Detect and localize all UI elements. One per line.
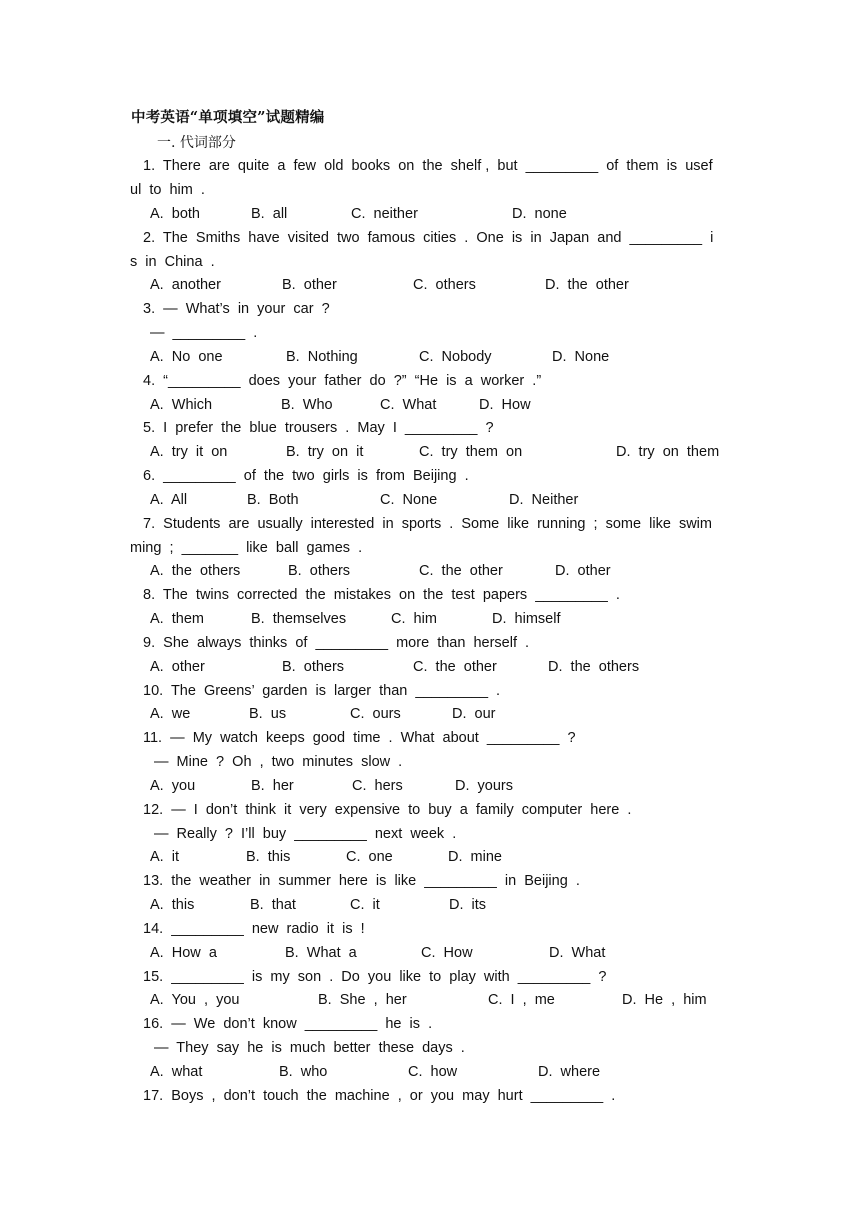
question-7-option-b: B. others xyxy=(288,563,351,579)
question-15-option-c: C. I , me xyxy=(488,992,555,1008)
question-1-option-b: B. all xyxy=(251,206,288,222)
question-15-option-d: D. He , him xyxy=(622,992,707,1008)
question-4-option-c: C. What xyxy=(380,397,437,413)
question-12-option-c: C. one xyxy=(346,849,393,865)
question-15-option-a: A. You , you xyxy=(150,992,240,1008)
question-1-text: 1. There are quite a few old books on the shelf , but _________ of them is usef xyxy=(143,158,713,174)
question-5-option-b: B. try on it xyxy=(286,444,364,460)
question-2-text-cont: s in China . xyxy=(130,254,215,270)
question-1-option-c: C. neither xyxy=(351,206,418,222)
question-9-text: 9. She always thinks of _________ more than herself . xyxy=(143,635,530,651)
question-9-option-a: A. other xyxy=(150,659,205,675)
question-5-option-c: C. try them on xyxy=(419,444,523,460)
question-8-option-d: D. himself xyxy=(492,611,561,627)
question-12-text: 12. — I don’t think it very expensive to buy a family computer here . xyxy=(143,802,632,818)
question-3-option-b: B. Nothing xyxy=(286,349,358,365)
question-7-option-c: C. the other xyxy=(419,563,503,579)
question-16-text-cont: — They say he is much better these days . xyxy=(154,1040,465,1056)
question-14-option-c: C. How xyxy=(421,945,473,961)
question-15-text: 15. _________ is my son . Do you like to play with _________ ? xyxy=(143,969,607,985)
question-16-option-b: B. who xyxy=(279,1064,328,1080)
question-1-option-d: D. none xyxy=(512,206,567,222)
question-6-option-d: D. Neither xyxy=(509,492,579,508)
question-16-option-c: C. how xyxy=(408,1064,458,1080)
question-1-text-cont: ul to him . xyxy=(130,182,205,198)
question-9-option-c: C. the other xyxy=(413,659,497,675)
question-13-text: 13. the weather in summer here is like _________ in Beijing . xyxy=(143,873,580,889)
question-7-text-cont: ming ; _______ like ball games . xyxy=(130,540,363,556)
question-12-option-b: B. this xyxy=(246,849,291,865)
question-3-option-d: D. None xyxy=(552,349,610,365)
question-13-option-c: C. it xyxy=(350,897,380,913)
question-2-option-c: C. others xyxy=(413,277,476,293)
question-10-option-b: B. us xyxy=(249,706,287,722)
question-6-text: 6. _________ of the two girls is from Beijing . xyxy=(143,468,469,484)
question-7-text: 7. Students are usually interested in sports . Some like running ; some like swim xyxy=(143,516,712,532)
question-4-option-b: B. Who xyxy=(281,397,333,413)
question-3-text: 3. — What’s in your car ? xyxy=(143,301,330,317)
question-11-option-c: C. hers xyxy=(352,778,403,794)
question-13-option-a: A. this xyxy=(150,897,195,913)
question-2-option-b: B. other xyxy=(282,277,337,293)
question-9-option-b: B. others xyxy=(282,659,345,675)
question-14-text: 14. _________ new radio it is ! xyxy=(143,921,365,937)
question-14-option-a: A. How a xyxy=(150,945,217,961)
question-14-option-b: B. What a xyxy=(285,945,357,961)
question-16-option-a: A. what xyxy=(150,1064,203,1080)
question-5-option-a: A. try it on xyxy=(150,444,228,460)
question-4-text: 4. “_________ does your father do ?” “He is a worker .” xyxy=(143,373,542,389)
question-11-option-b: B. her xyxy=(251,778,294,794)
question-11-option-a: A. you xyxy=(150,778,196,794)
question-7-option-a: A. the others xyxy=(150,563,241,579)
question-8-option-c: C. him xyxy=(391,611,437,627)
question-3-text-cont: — _________ . xyxy=(150,325,258,341)
question-6-option-a: A. All xyxy=(150,492,188,508)
question-2-option-d: D. the other xyxy=(545,277,629,293)
question-6-option-b: B. Both xyxy=(247,492,299,508)
question-9-option-d: D. the others xyxy=(548,659,640,675)
question-8-option-b: B. themselves xyxy=(251,611,347,627)
section-heading: 一. 代词部分 xyxy=(157,135,236,151)
question-8-text: 8. The twins corrected the mistakes on the test papers _________ . xyxy=(143,587,620,603)
question-7-option-d: D. other xyxy=(555,563,611,579)
question-16-text: 16. — We don’t know _________ he is . xyxy=(143,1016,433,1032)
question-4-option-d: D. How xyxy=(479,397,531,413)
document-title: 中考英语“单项填空”试题精编 xyxy=(131,109,325,126)
question-11-option-d: D. yours xyxy=(455,778,514,794)
question-10-option-a: A. we xyxy=(150,706,191,722)
question-10-text: 10. The Greens’ garden is larger than _________ . xyxy=(143,683,501,699)
question-17-text: 17. Boys , don’t touch the machine , or you may hurt _________ . xyxy=(143,1088,616,1104)
question-10-option-c: C. ours xyxy=(350,706,401,722)
question-16-option-d: D. where xyxy=(538,1064,601,1080)
question-14-option-d: D. What xyxy=(549,945,606,961)
question-2-option-a: A. another xyxy=(150,277,221,293)
question-3-option-a: A. No one xyxy=(150,349,223,365)
question-5-text: 5. I prefer the blue trousers . May I _________ ? xyxy=(143,420,494,436)
question-3-option-c: C. Nobody xyxy=(419,349,492,365)
question-13-option-b: B. that xyxy=(250,897,296,913)
question-12-option-d: D. mine xyxy=(448,849,502,865)
question-13-option-d: D. its xyxy=(449,897,487,913)
question-8-option-a: A. them xyxy=(150,611,204,627)
question-15-option-b: B. She , her xyxy=(318,992,407,1008)
question-6-option-c: C. None xyxy=(380,492,438,508)
question-11-text-cont: — Mine ? Oh , two minutes slow . xyxy=(154,754,403,770)
question-10-option-d: D. our xyxy=(452,706,496,722)
question-4-option-a: A. Which xyxy=(150,397,213,413)
question-11-text: 11. — My watch keeps good time . What about _________ ? xyxy=(143,730,576,746)
question-5-option-d: D. try on them xyxy=(616,444,720,460)
question-12-option-a: A. it xyxy=(150,849,180,865)
question-12-text-cont: — Really ? I’ll buy _________ next week . xyxy=(154,826,457,842)
question-2-text: 2. The Smiths have visited two famous cities . One is in Japan and _________ i xyxy=(143,230,714,246)
question-1-option-a: A. both xyxy=(150,206,200,222)
